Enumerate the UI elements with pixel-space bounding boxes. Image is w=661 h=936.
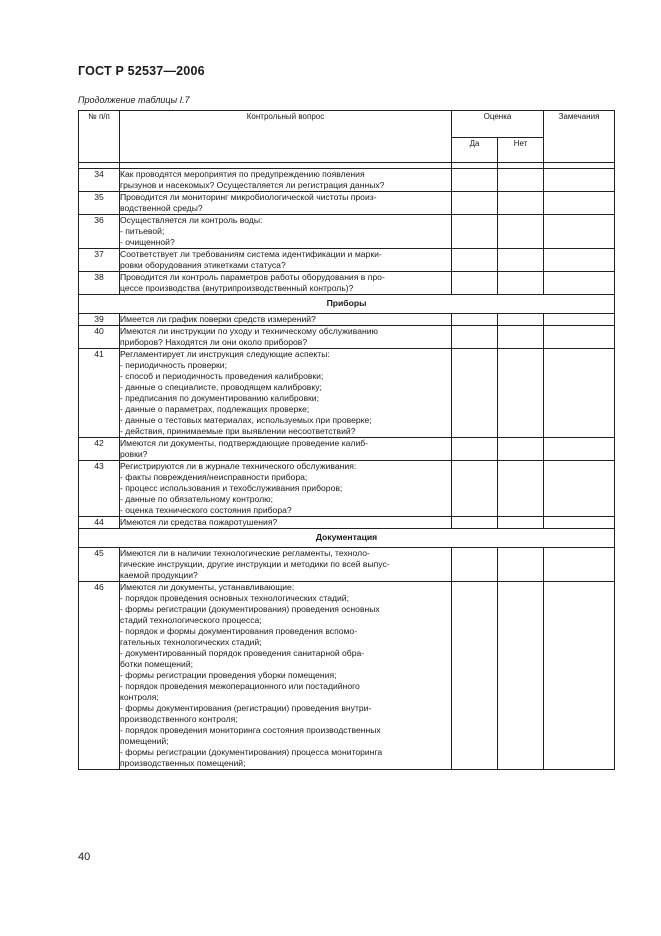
table-row bbox=[79, 438, 615, 461]
remarks-cell[interactable] bbox=[544, 326, 615, 349]
table-row bbox=[79, 461, 615, 517]
question-line: Как проводятся мероприятия по предупреждению появления bbox=[120, 169, 365, 179]
section-row bbox=[79, 529, 615, 548]
question-line: Имеются ли документы, подтверждающие проведение калиб- bbox=[120, 438, 369, 448]
table-row bbox=[79, 326, 615, 349]
row-number: 34 bbox=[79, 169, 120, 192]
answer-yes-cell[interactable] bbox=[452, 215, 498, 249]
remarks-cell[interactable] bbox=[544, 272, 615, 295]
row-number: 37 bbox=[79, 249, 120, 272]
question-line: ровки оборудования этикетками статуса? bbox=[120, 260, 286, 270]
question-line: гательных технологических стадий; bbox=[120, 637, 262, 647]
row-number: 44 bbox=[79, 517, 120, 529]
question-line: Регламентирует ли инструкция следующие аспекты: bbox=[120, 349, 330, 359]
remarks-cell[interactable] bbox=[544, 438, 615, 461]
row-number: 42 bbox=[79, 438, 120, 461]
question-line: Имеются ли средства пожаротушения? bbox=[120, 517, 278, 527]
answer-yes-cell[interactable] bbox=[452, 272, 498, 295]
table-row bbox=[79, 192, 615, 215]
remarks-cell[interactable] bbox=[544, 349, 615, 438]
table-row bbox=[79, 249, 615, 272]
table-row bbox=[79, 349, 615, 438]
checklist-table bbox=[78, 110, 615, 770]
question-line: - действия, принимаемые при выявлении несоответствий? bbox=[120, 426, 356, 436]
answer-yes-cell[interactable] bbox=[452, 461, 498, 517]
question-line: помещений; bbox=[120, 736, 169, 746]
remarks-cell[interactable] bbox=[544, 249, 615, 272]
page-number: 40 bbox=[78, 851, 91, 863]
question-line: приборов? Находятся ли они около приборов? bbox=[120, 337, 308, 347]
remarks-cell[interactable] bbox=[544, 548, 615, 582]
question-line: ровки? bbox=[120, 449, 148, 459]
question-line: - питьевой; bbox=[120, 226, 165, 236]
question-line: Проводится ли мониторинг микробиологической чистоты произ- bbox=[120, 192, 377, 202]
question-line: - оценка технического состояния прибора? bbox=[120, 505, 292, 515]
row-question bbox=[120, 517, 452, 529]
question-line: цессе производства (внутрипроизводственный контроль)? bbox=[120, 283, 354, 293]
question-line: - данные о специалисте, проводящем калибровку; bbox=[120, 382, 322, 392]
question-line: - данные о параметрах, подлежащих проверке; bbox=[120, 404, 310, 414]
question-line: - очищенной? bbox=[120, 237, 175, 247]
table-caption: Продолжение таблицы I.7 bbox=[78, 95, 190, 105]
answer-yes-cell[interactable] bbox=[452, 169, 498, 192]
row-number: 41 bbox=[79, 349, 120, 438]
answer-yes-cell[interactable] bbox=[452, 349, 498, 438]
question-line: ботки помещений; bbox=[120, 659, 194, 669]
table-row bbox=[79, 582, 615, 770]
header-number: № п/п bbox=[79, 111, 120, 163]
question-line: - способ и периодичность проведения калибровки; bbox=[120, 371, 324, 381]
question-line: Имеется ли график поверки средств измерений? bbox=[120, 314, 316, 324]
question-line: - формы регистрации (документирования) проведения основных bbox=[120, 604, 380, 614]
row-question bbox=[120, 249, 452, 272]
table-row bbox=[79, 314, 615, 326]
table-row bbox=[79, 517, 615, 529]
document-code: ГОСТ Р 52537—2006 bbox=[78, 64, 205, 78]
header-question: Контрольный вопрос bbox=[120, 111, 452, 163]
table-row bbox=[79, 548, 615, 582]
answer-yes-cell[interactable] bbox=[452, 582, 498, 770]
answer-yes-cell[interactable] bbox=[452, 548, 498, 582]
question-line: Имеются ли в наличии технологические регламенты, техноло- bbox=[120, 548, 370, 558]
table-row bbox=[79, 169, 615, 192]
question-line: - формы регистрации проведения уборки помещения; bbox=[120, 670, 337, 680]
question-line: - порядок и формы документирования проведения вспомо- bbox=[120, 626, 358, 636]
question-line: Имеются ли инструкции по уходу и техническому обслуживанию bbox=[120, 326, 378, 336]
question-line: стадий технологического процесса; bbox=[120, 615, 262, 625]
answer-no-cell[interactable] bbox=[498, 272, 544, 295]
question-line: Имеются ли документы, устанавливающие: bbox=[120, 582, 295, 592]
question-line: - данные по обязательному контролю; bbox=[120, 494, 273, 504]
row-question bbox=[120, 438, 452, 461]
row-number: 38 bbox=[79, 272, 120, 295]
question-line: - порядок проведения межоперационного или постадийного bbox=[120, 681, 360, 691]
question-line: - документированный порядок проведения санитарной обра- bbox=[120, 648, 365, 658]
question-line: гические инструкции, другие инструкции и методики по всей выпус- bbox=[120, 559, 390, 569]
table-row bbox=[79, 272, 615, 295]
row-number: 45 bbox=[79, 548, 120, 582]
question-line: грызунов и насекомых? Осуществляется ли регистрация данных? bbox=[120, 180, 385, 190]
answer-no-cell[interactable] bbox=[498, 582, 544, 770]
section-title: Приборы bbox=[79, 295, 615, 314]
question-line: контроля; bbox=[120, 692, 159, 702]
row-question bbox=[120, 548, 452, 582]
answer-no-cell[interactable] bbox=[498, 438, 544, 461]
question-line: производственного контроля; bbox=[120, 714, 238, 724]
remarks-cell[interactable] bbox=[544, 215, 615, 249]
question-line: Проводится ли контроль параметров работы оборудования в про- bbox=[120, 272, 385, 282]
answer-no-cell[interactable] bbox=[498, 215, 544, 249]
question-line: - предписания по документированию калибровки; bbox=[120, 393, 319, 403]
header-remarks: Замечания bbox=[544, 111, 615, 163]
answer-no-cell[interactable] bbox=[498, 249, 544, 272]
question-line: - порядок проведения основных технологических стадий; bbox=[120, 593, 349, 603]
header-yes: Да bbox=[452, 138, 498, 163]
row-question bbox=[120, 582, 452, 770]
row-number: 39 bbox=[79, 314, 120, 326]
question-line: водственной среды? bbox=[120, 203, 203, 213]
question-line: - формы документирования (регистрации) проведения внутри- bbox=[120, 703, 372, 713]
question-line: Соответствует ли требованиям система идентификации и марки- bbox=[120, 249, 382, 259]
answer-yes-cell[interactable] bbox=[452, 314, 498, 326]
row-number: 46 bbox=[79, 582, 120, 770]
remarks-cell[interactable] bbox=[544, 517, 615, 529]
question-line: Регистрируются ли в журнале технического обслуживания: bbox=[120, 461, 357, 471]
remarks-cell[interactable] bbox=[544, 192, 615, 215]
remarks-cell[interactable] bbox=[544, 582, 615, 770]
row-number: 36 bbox=[79, 215, 120, 249]
answer-no-cell[interactable] bbox=[498, 192, 544, 215]
question-line: - порядок проведения мониторинга состояния производственных bbox=[120, 725, 381, 735]
answer-yes-cell[interactable] bbox=[452, 517, 498, 529]
question-line: - формы регистрации (документирования) процесса мониторинга bbox=[120, 747, 383, 757]
row-question bbox=[120, 272, 452, 295]
question-line: - факты повреждения/неисправности прибора; bbox=[120, 472, 308, 482]
table-row bbox=[79, 215, 615, 249]
answer-yes-cell[interactable] bbox=[452, 192, 498, 215]
row-number: 35 bbox=[79, 192, 120, 215]
answer-yes-cell[interactable] bbox=[452, 438, 498, 461]
remarks-cell[interactable] bbox=[544, 461, 615, 517]
question-line: Осуществляется ли контроль воды: bbox=[120, 215, 263, 225]
section-row bbox=[79, 295, 615, 314]
row-question bbox=[120, 349, 452, 438]
question-line: производственных помещений; bbox=[120, 758, 246, 768]
row-question bbox=[120, 192, 452, 215]
answer-yes-cell[interactable] bbox=[452, 326, 498, 349]
question-line: - периодичность проверки; bbox=[120, 360, 227, 370]
row-question bbox=[120, 169, 452, 192]
row-question bbox=[120, 215, 452, 249]
question-line: - процесс использования и техобслуживания приборов; bbox=[120, 483, 343, 493]
question-line: каемой продукции? bbox=[120, 570, 198, 580]
remarks-cell[interactable] bbox=[544, 314, 615, 326]
row-question bbox=[120, 461, 452, 517]
row-number: 43 bbox=[79, 461, 120, 517]
answer-no-cell[interactable] bbox=[498, 461, 544, 517]
question-line: - данные о тестовых материалах, используемых при проверке; bbox=[120, 415, 372, 425]
row-question bbox=[120, 326, 452, 349]
answer-no-cell[interactable] bbox=[498, 548, 544, 582]
row-number: 40 bbox=[79, 326, 120, 349]
row-question bbox=[120, 314, 452, 326]
answer-no-cell[interactable] bbox=[498, 326, 544, 349]
answer-yes-cell[interactable] bbox=[452, 249, 498, 272]
header-no: Нет bbox=[498, 138, 544, 163]
answer-no-cell[interactable] bbox=[498, 314, 544, 326]
answer-no-cell[interactable] bbox=[498, 169, 544, 192]
answer-no-cell[interactable] bbox=[498, 517, 544, 529]
answer-no-cell[interactable] bbox=[498, 349, 544, 438]
section-title: Документация bbox=[79, 529, 615, 548]
header-rating: Оценка bbox=[452, 111, 544, 138]
remarks-cell[interactable] bbox=[544, 169, 615, 192]
